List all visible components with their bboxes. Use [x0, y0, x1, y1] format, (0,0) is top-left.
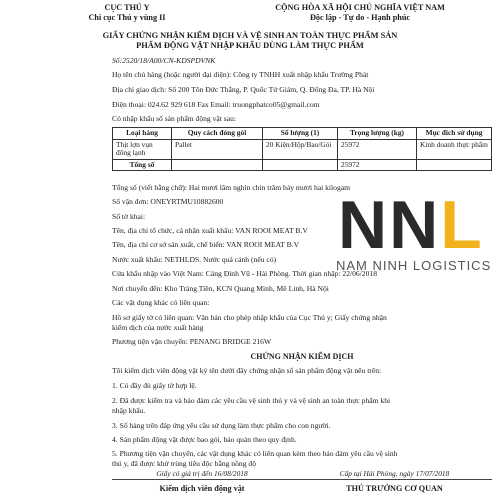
issuer-department: Chi cục Thú y vùng II: [88, 13, 166, 22]
title-line-2: PHẨM ĐỘNG VẬT NHẬP KHẨU DÙNG LÀM THỰC PHẨM: [136, 41, 364, 50]
cell-packing: Pallet: [172, 139, 263, 159]
divider: [112, 479, 492, 480]
cell-empty: [417, 159, 492, 171]
vehicle: Phương tiện vận chuyển: PENANG BRIDGE 216W: [112, 337, 272, 346]
title-line-1: GIẤY CHỨNG NHẬN KIỂM DỊCH VÀ VỆ SINH AN TOÀN THỰC PHẨM SẢN: [102, 31, 398, 40]
col-purpose: Mục đích sử dụng: [417, 128, 492, 140]
cell-empty: [172, 159, 263, 171]
owner-address: Địa chỉ giao dịch: Số 200 Tôn Đức Thắng, P. Quốc Tử Giám, Q. Đống Đa, TP. Hà Nội: [112, 85, 375, 94]
national-motto: Độc lập - Tự do - Hạnh phúc: [309, 13, 411, 22]
col-weight: Trọng lượng (kg): [338, 128, 417, 140]
logo-mark-nn: NN: [338, 187, 441, 263]
producer: Tên, địa chỉ cơ sở sản xuất, chế biến: VAN ROOI MEAT B.V: [112, 240, 300, 249]
owner-name: Họ tên chủ hàng (hoặc người đại diện): Công ty TNHH xuất nhập khẩu Trường Phát: [112, 70, 369, 79]
related-docs-1: Hồ sơ giấy tờ có liên quan: Văn bản cho phép nhập khẩu của Cục Thú y; Giấy chứng nhận: [112, 313, 387, 322]
goods-table: [112, 127, 492, 171]
bill-of-lading: Số vận đơn: ONEYRTMU10882600: [112, 197, 224, 206]
logo-mark-l: L: [440, 187, 484, 263]
col-quantity: Số lượng (1): [263, 128, 338, 140]
national-name: CỘNG HÒA XÃ HỘI CHỦ NGHĨA VIỆT NAM: [275, 3, 445, 12]
related-docs-2: kiểm dịch của nước xuất hàng: [112, 323, 204, 332]
owner-contact: Điện thoại: 024.62 929 618 Fax Email: truongphatco05@gmail.com: [112, 100, 320, 109]
col-packing: Quy cách đóng gói: [172, 128, 263, 140]
goods-table-header: [113, 128, 492, 140]
total-label: Tổng số: [113, 159, 172, 171]
cell-weight: 25972: [338, 139, 417, 159]
table-total-row: [113, 159, 492, 171]
exporter: Tên, địa chỉ tổ chức, cá nhân xuất khẩu: VAN ROOI MEAT B.V: [112, 226, 308, 235]
national-header: [225, 3, 495, 23]
certification-item-1: 1. Có đầy đủ giấy tờ hợp lệ.: [112, 381, 197, 390]
head-of-agency-title: THỦ TRƯỞNG CƠ QUAN: [346, 484, 443, 493]
certification-item-2: [112, 396, 492, 415]
export-country: Nước xuất khẩu: NETHLDS. Nước quá cảnh (nếu có): [112, 255, 277, 264]
certification-title: CHỨNG NHẬN KIỂM DỊCH: [250, 352, 354, 361]
item-5-line-1: 5. Phương tiện vận chuyển, các vật dụng khác có liên quan kèm theo bảo đảm yêu cầu vệ sinh: [112, 449, 398, 458]
cell-purpose: Kinh doanh thực phẩm: [417, 139, 492, 159]
issuer-agency: CỤC THÚ Y: [104, 3, 150, 12]
destination: Nơi chuyển đến: Kho Tràng Tiền, KCN Quang Minh, Mê Linh, Hà Nội: [112, 284, 329, 293]
certification-item-5: [112, 449, 492, 468]
cell-empty: [263, 159, 338, 171]
issue-place-date: Cấp tại Hải Phòng, ngày 17/07/2018: [339, 469, 450, 478]
entry-port: Cửa khẩu nhập vào Việt Nam: Cảng Đình Vũ - Hải Phòng. Thời gian nhập: 22/06/2018: [112, 269, 377, 278]
company-name: NAM NINH LOGISTICS: [336, 258, 492, 273]
validity-date: Giấy có giá trị đến 16/08/2018: [156, 469, 248, 478]
certification-item-3: 3. Số hàng trên đáp ứng yêu cầu sử dụng làm thực phẩm cho con người.: [112, 421, 331, 430]
logo: [338, 186, 484, 264]
goods-intro: Có nhập khẩu số sản phẩm động vật sau:: [112, 114, 237, 123]
issuer-header: [62, 3, 192, 23]
total-in-words: Tổng số (viết bằng chữ): Hai mươi lăm nghìn chín trăm bảy mươi hai kilogam: [112, 183, 351, 192]
inspector-title: Kiểm dịch viên động vật: [159, 484, 245, 493]
document-number: Số:2520/18/A00/CN-KDSPDVNK: [112, 56, 216, 65]
certification-intro: Tôi kiểm dịch viên động vật ký tên dưới đây chứng nhận số sản phẩm động vật nêu trên:: [112, 366, 382, 375]
item-2-line-1: 2. Đã được kiểm tra và bảo đảm các yêu cầu vệ sinh thú y và vệ sinh an toàn thực phẩm khi: [112, 396, 391, 405]
company-watermark: [336, 187, 500, 276]
related-items: Các vật dụng khác có liên quan:: [112, 298, 210, 307]
document-title: [80, 31, 420, 51]
item-2-line-2: nhập khẩu.: [112, 405, 146, 415]
cell-quantity: 20 Kiện/Hộp/Bao/Gói: [263, 139, 338, 159]
cell-type: Thịt lợn vụn đông lạnh: [113, 139, 172, 159]
declaration-number: Số tờ khai:: [112, 212, 146, 221]
total-weight: 25972: [338, 159, 417, 171]
col-type: Loại hàng: [113, 128, 172, 140]
table-row: [113, 139, 492, 159]
item-5-line-2: thú y, đã được khử trùng tiêu độc bằng nồng độ: [112, 458, 256, 468]
certification-item-4: 4. Sản phẩm động vật được bao gói, bảo quản theo quy định.: [112, 435, 297, 444]
